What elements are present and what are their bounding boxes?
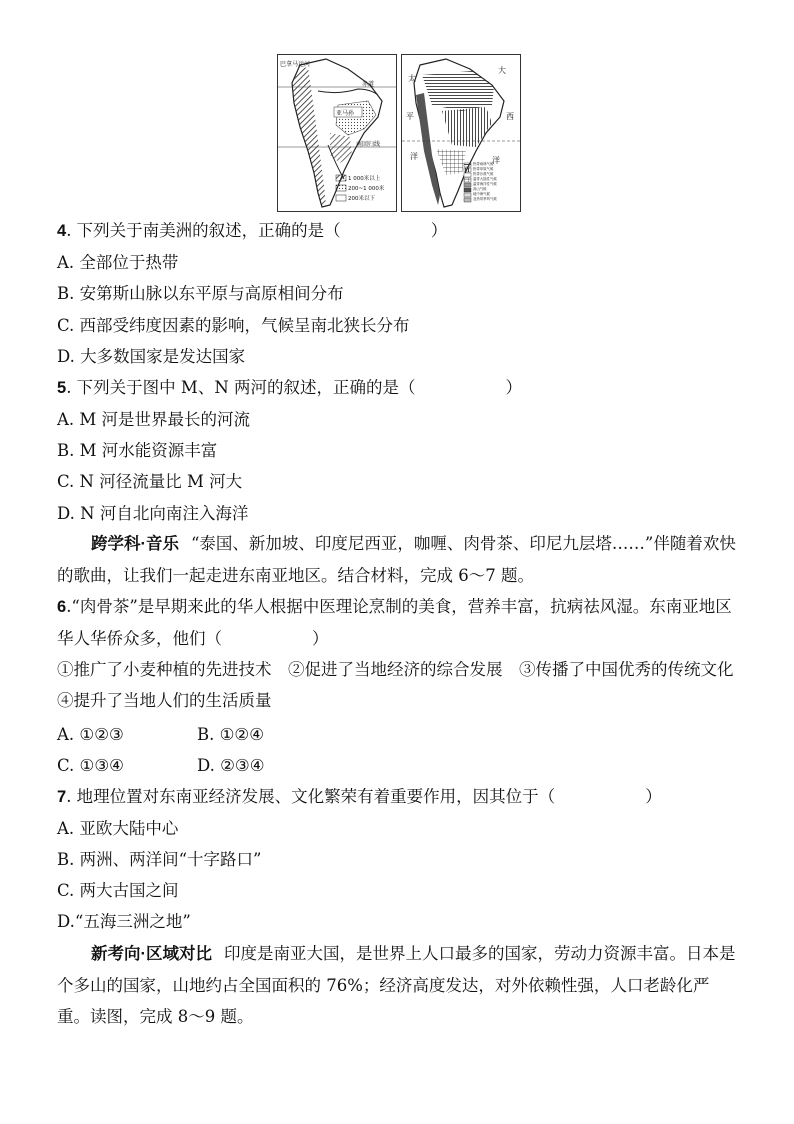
intro-text: 印度是南亚大国，是世界上人口最多的国家，劳动力资源丰富。日本是个多山的国家，山地约占全国面积的 76%；经济高度发达，对外依赖性强，人口老龄化严重。读图，完成 8～9 题。: [57, 944, 736, 1026]
option-d: D. ②③④: [197, 756, 265, 775]
option-c: C. 西部受纬度因素的影响，气候呈南北狭长分布: [57, 316, 410, 335]
label-tropic-capricorn: 南回归线: [356, 141, 381, 148]
question-stem: . 下列关于图中 M、N 两河的叙述，正确的是（: [66, 378, 416, 397]
material-intro-region: [57, 938, 737, 1032]
label-tai: 太: [408, 74, 416, 83]
question-number: 6: [57, 598, 67, 616]
option-b: B. M 河水能资源丰富: [57, 441, 218, 460]
option-d: D.“五海三洲之地”: [57, 912, 191, 931]
option-b: B. ①②④: [197, 725, 264, 744]
climate-map: [401, 54, 521, 212]
legend-item: 亚热带季风气候: [473, 197, 497, 201]
option-b: B. 两洲、两洋间“十字路口”: [57, 850, 262, 869]
legend-200-1000: 200~1 000米: [348, 186, 385, 192]
question-stem: . 下列关于南美洲的叙述，正确的是（: [66, 221, 341, 240]
label-amazon: 亚马孙: [336, 110, 355, 117]
question-number: 4: [57, 222, 67, 240]
answer-paren-close: ）: [505, 378, 522, 397]
legend-item: 热带草原气候: [473, 167, 494, 171]
question-6: [57, 591, 737, 654]
option-d: D. 大多数国家是发达国家: [57, 347, 246, 366]
figure-south-america-maps: [277, 54, 521, 212]
legend-item: 地中海气候: [473, 192, 490, 196]
terrain-map: [277, 54, 397, 212]
answer-paren-close: ）: [645, 787, 662, 806]
label-yang-pacific: 洋: [410, 152, 418, 161]
question-number: 5: [57, 379, 67, 397]
option-a: A. 亚欧大陆中心: [57, 819, 179, 838]
question-7: [57, 786, 774, 808]
intro-text: “泰国、新加坡、印度尼西亚，咖喱、肉骨茶、印尼九层塔……”伴随着欢快的歌曲，让我们一起走进东南亚地区。结合材料，完成 6～7 题。: [57, 534, 736, 585]
option-a: A. M 河是世界最长的河流: [57, 410, 251, 429]
option-c: C. N 河径流量比 M 河大: [57, 472, 243, 491]
option-a: A. 全部位于热带: [57, 253, 179, 272]
legend-item: 高山气候: [473, 187, 487, 191]
label-da: 大: [498, 66, 506, 75]
section-tag: 新考向·区域对比: [91, 945, 212, 963]
label-panama-canal: 巴拿马运河: [280, 61, 311, 68]
option-d: D. N 河自北向南注入海洋: [57, 504, 249, 523]
question-6-statements: ①推广了小麦种植的先进技术 ②促进了当地经济的综合发展 ③传播了中国优秀的传统文化 ④提升了当地人们的生活质量: [57, 660, 750, 710]
climate-legend: [473, 162, 497, 202]
question-5: [57, 377, 774, 399]
material-intro-music: [57, 528, 737, 591]
label-yang-atlantic: 洋: [492, 156, 500, 165]
label-ping: 平: [406, 112, 414, 121]
option-c: C. ①③④: [57, 756, 124, 775]
legend-item: 热带雨林气候: [473, 162, 494, 166]
legend-item: 热带沙漠气候: [473, 172, 494, 176]
section-tag: 跨学科·音乐: [91, 535, 179, 553]
option-b: B. 安第斯山脉以东平原与高原相间分布: [57, 284, 344, 303]
climate-map-drawing: [402, 55, 520, 211]
legend-item: 温带海洋性气候: [473, 182, 497, 186]
label-equator: 赤道: [362, 81, 375, 88]
question-number: 7: [57, 788, 67, 806]
answer-paren-close: ）: [430, 221, 448, 240]
question-4: [57, 220, 774, 242]
answer-paren-close: ）: [312, 629, 329, 648]
label-xi: 西: [506, 112, 514, 121]
option-c: C. 两大古国之间: [57, 881, 179, 900]
option-a: A. ①②③: [57, 725, 124, 744]
legend-above-1000: 1 000米以上: [348, 176, 381, 182]
question-stem: . 地理位置对东南亚经济发展、文化繁荣有着重要作用，因其位于（: [66, 787, 556, 806]
legend-below-200: 200米以下: [348, 196, 375, 202]
legend-item: 温带大陆性气候: [473, 177, 497, 181]
question-stem: .“肉骨茶”是早期来此的华人根据中医理论烹制的美食，营养丰富，抗病祛风湿。东南亚地区华人华侨众多，他们（: [57, 597, 732, 648]
